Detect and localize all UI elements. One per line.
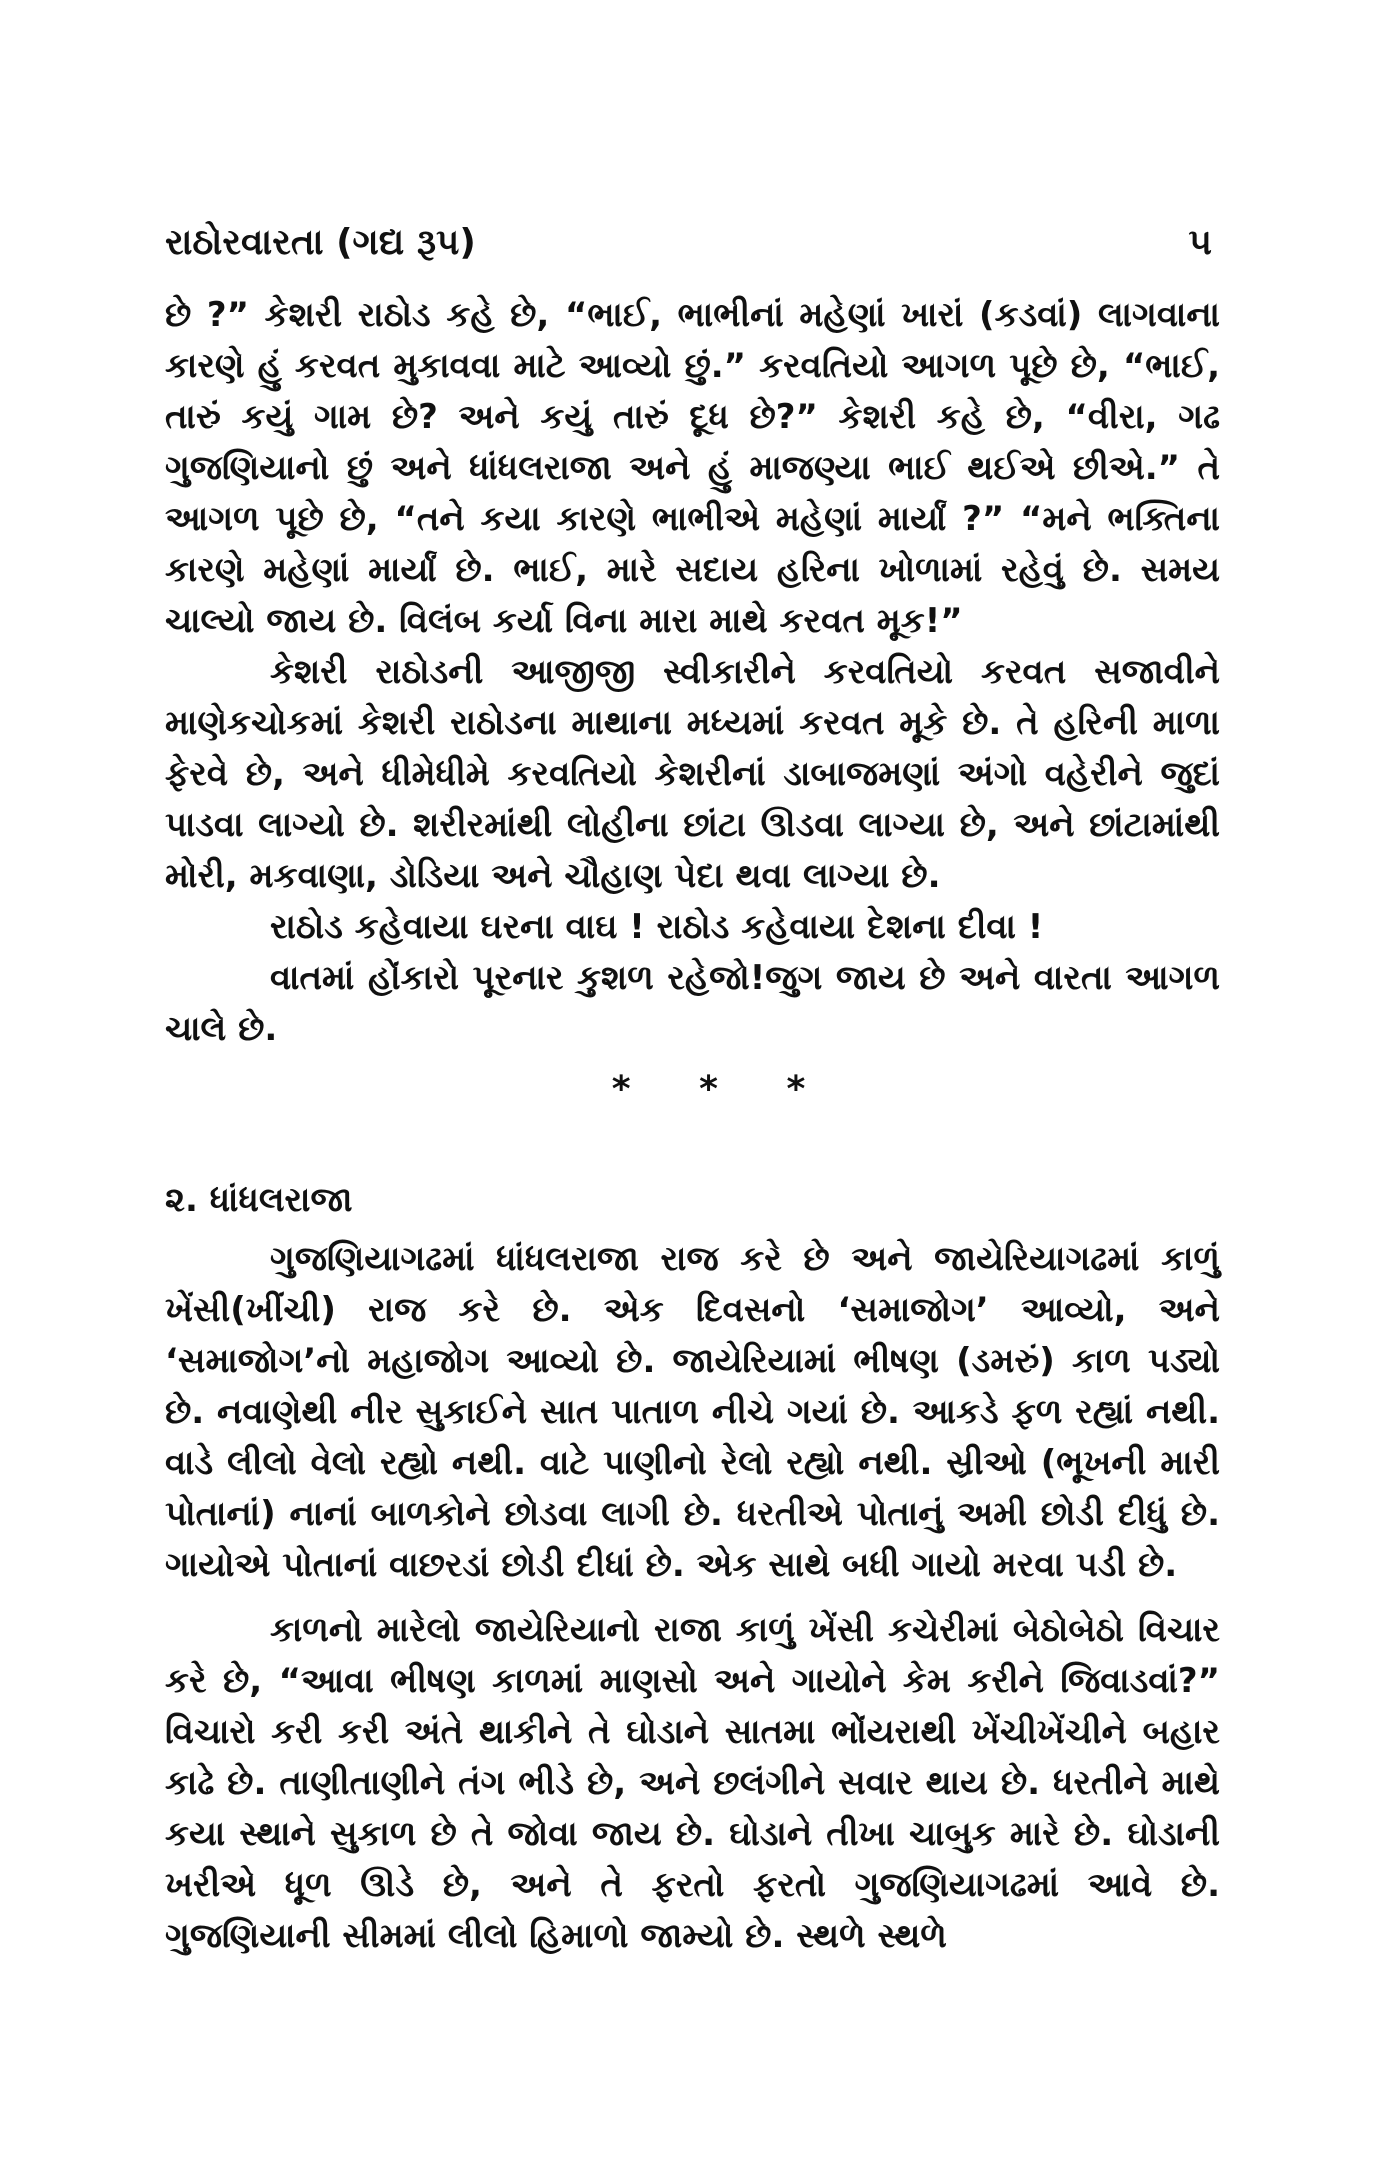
paragraph: વાતમાં હોંકારો પૂરનાર કુશળ રહેજો!જુગ જાય છે અને વારતા આગળ ચાલે છે. bbox=[165, 958, 1220, 1049]
paragraph: ગુજણિયાગઢમાં ધાંધલરાજા રાજ કરે છે અને જાયેરિયાગઢમાં કાળું ખેંસી(ખીંચી) રાજ કરે છે. એક દિવસનો ‘સમાજોગ’ આવ્યો, અને ‘સમાજોગ’નો મહાજોગ આવ્યો છે. જાયેરિયામાં ભીષણ (ડમરું) કાળ પડ્યો છે. નવાણેથી નીર સુકાઈને સાત પાતાળ નીચે ગયાં છે. આકડે ફળ રહ્યાં નથી. વાડે લીલો વેલો રહ્યો નથી. વાટે પાણીનો રેલો રહ્યો નથી. સ્રીઓ (ભૂખની મારી પોતાનાં) નાનાં બાળકોને છોડવા લાગી છે. ધરતીએ પોતાનું અમી છોડી દીધું છે. ગાયોએ પોતાનાં વાછરડાં છોડી દીધાં છે. એક સાથે બધી ગાયો મરવા પડી છે. bbox=[165, 1239, 1220, 1585]
paragraph: કેશરી રાઠોડની આજીજી સ્વીકારીને કરવતિયો કરવત સજાવીને માણેકચોકમાં કેશરી રાઠોડના માથાના મધ્યમાં કરવત મૂકે છે. તે હરિની માળા ફેરવે છે, અને ધીમેધીમે કરવતિયો કેશરીનાં ડાબાજમણાં અંગો વહેરીને જુદાં પાડવા લાગ્યો છે. શરીરમાંથી લોહીના છાંટા ઊડવા લાગ્યા છે, અને છાંટામાંથી મોરી, મકવાણા, ડોડિયા અને ચૌહાણ પેદા થવા લાગ્યા છે. bbox=[165, 652, 1220, 896]
running-header bbox=[165, 222, 1220, 264]
book-page bbox=[165, 222, 1220, 1962]
paragraph-continued: છે ?” કેશરી રાઠોડ કહે છે, “ભાઈ, ભાભીનાં મહેણાં ખારાં (કડવાં) લાગવાના કારણે હું કરવત મુકાવવા માટે આવ્યો છું.” કરવતિયો આગળ પૂછે છે, “ભાઈ, તારું કયું ગામ છે? અને કયું તારું દૂધ છે?” કેશરી કહે છે, “વીરા, ગઢ ગુજણિયાનો છું અને ધાંધલરાજા અને હું માજણ્યા ભાઈ થઈએ છીએ.” તે આગળ પૂછે છે, “તને કયા કારણે ભાભીએ મહેણાં માર્યાં ?” “મને ભક્તિના કારણે મહેણાં માર્યાં છે. ભાઈ, મારે સદાય હરિના ખોળામાં રહેવું છે. સમય ચાલ્યો જાય છે. વિલંબ કર્યા વિના મારા માથે કરવત મૂક!” bbox=[165, 295, 1220, 641]
paragraph: કાળનો મારેલો જાયેરિયાનો રાજા કાળું ખેંસી કચેરીમાં બેઠોબેઠો વિચાર કરે છે, “આવા ભીષણ કાળમાં માણસો અને ગાયોને કેમ કરીને જિવાડવાં?” વિચારો કરી કરી અંતે થાકીને તે ઘોડાને સાતમા ભોંયરાથી ખેંચીખેંચીને બહાર કાઢે છે. તાણીતાણીને તંગ ભીડે છે, અને છલંગીને સવાર થાય છે. ધરતીને માથે કયા સ્થાને સુકાળ છે તે જોવા જાય છે. ઘોડાને તીખા ચાબુક મારે છે. ઘોડાની ખરીએ ધૂળ ઊડે છે, અને તે ફરતો ફરતો ગુજણિયાગઢમાં આવે છે. ગુજણિયાની સીમમાં લીલો હિમાળો જામ્યો છે. સ્થળે સ્થળે bbox=[165, 1610, 1220, 1956]
page-number: ૫ bbox=[1188, 222, 1212, 263]
section-heading: ૨. ધાંધલરાજા bbox=[165, 1180, 353, 1220]
paragraph: રાઠોડ કહેવાયા ઘરના વાઘ ! રાઠોડ કહેવાયા દેશના દીવા ! bbox=[270, 907, 1044, 947]
running-title: રાઠોરવારતા (ગદ્ય રૂપ) bbox=[165, 222, 476, 263]
section-separator: * * * bbox=[611, 1069, 834, 1110]
